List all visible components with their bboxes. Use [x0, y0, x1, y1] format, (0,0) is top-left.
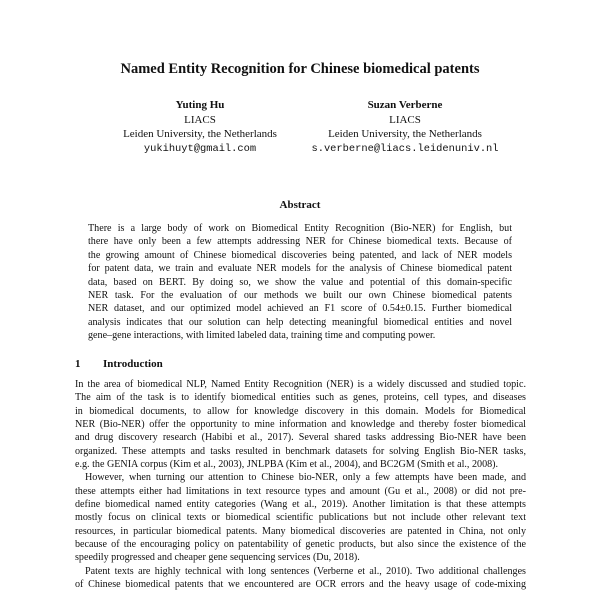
author-email: s.verberne@liacs.leidenuniv.nl: [311, 142, 499, 155]
abstract-heading: Abstract: [279, 199, 321, 211]
section-title: Introduction: [103, 358, 163, 370]
author-block-1: [100, 98, 300, 156]
body-line: mostly focus on clinical texts or biomedical scientific publications but not include other relevant text: [75, 512, 526, 524]
body-line: define biomedical named entity categories (Wang et al., 2019). Another limitation is that these attempts: [75, 499, 526, 511]
author-name: Yuting Hu: [175, 99, 225, 111]
body-line: The aim of the task is to identify biomedical entities such as genes, proteins, cell types, and diseases: [75, 392, 526, 404]
abstract-line: the growing amount of Chinese biomedical discoveries being patented, and lack of NER models: [88, 249, 512, 261]
author-name: Suzan Verberne: [367, 99, 443, 111]
body-line: Patent texts are highly technical with long sentences (Verberne et al., 2010). Two additional challenges: [85, 565, 526, 577]
section-heading: [75, 357, 163, 371]
body-line: of Chinese biomedical patents that we encountered are OCR errors and the heavy usage of code-mixing: [75, 579, 526, 591]
abstract-line: There is a large body of work on Biomedical Entity Recognition (Bio-NER) for English, but: [88, 223, 512, 234]
body-line: these attempts either had limitations in text resource types and amount (Gu et al., 2008) or did not pre-: [75, 485, 526, 497]
abstract-line: gene–gene interactions, with limited labeled data, training time and computing power.: [88, 330, 436, 342]
body-line: However, when turning our attention to Chinese bio-NER, only a few attempts have been made, and: [85, 472, 526, 484]
body-line: e.g. the GENIA corpus (Kim et al., 2003), JNLPBA (Kim et al., 2004), and BC2GM (Smith et al., 2008).: [75, 459, 499, 471]
body-line: and drug discovery research (Habibi et al., 2017). Several shared tasks addressing Bio-NER have been: [75, 432, 526, 444]
abstract-line: analysis indicates that our solution can help detecting meaningful biomedical entities and novel: [88, 316, 512, 328]
body-line: speedily progressed and cheaper gene sequencing services (Du, 2018).: [75, 552, 360, 564]
abstract-body: [88, 222, 512, 343]
author-email: yukihuyt@gmail.com: [143, 142, 257, 155]
body-line: because of the encouraging policy on patentability of genetic products, but also since the existence of the: [75, 539, 526, 551]
author-affiliation: LIACS: [184, 113, 216, 126]
abstract-line: for patent data, we train and evaluate NER models for the analysis of Chinese biomedical patent: [88, 263, 512, 275]
body-line: resources, in particular biomedical patents. Many biomedical discoveries are patented in China, not only: [75, 525, 526, 537]
author-affiliation: LIACS: [389, 113, 421, 126]
abstract-line: data, based on BERT. By doing so, we show the value and potential of this domain-specific: [88, 276, 512, 288]
body-line: In the area of biomedical NLP, Named Entity Recognition (NER) is a widely discussed and studied topic.: [75, 379, 526, 390]
author-block-2: [290, 98, 520, 156]
section-number: 1: [75, 358, 81, 370]
author-institution: Leiden University, the Netherlands: [328, 128, 482, 140]
abstract-line: NER task. For the evaluation of our methods we built our own Chinese biomedical patents: [88, 290, 512, 302]
body-line: organized. These attempts and tasks resulted in benchmark datasets for solving English Bio-NER tasks,: [75, 445, 526, 457]
body-line: in biomedical documents, to allow for knowledge discovery in this domain. Models for Biomedical: [75, 405, 526, 417]
section-body: [75, 378, 526, 592]
body-line: NER (Bio-NER) offer the opportunity to mine information and knowledge and thereby foster biomedical: [75, 419, 526, 431]
paper-title: Named Entity Recognition for Chinese biomedical patents: [120, 61, 480, 77]
author-institution: Leiden University, the Netherlands: [123, 128, 277, 140]
abstract-line: NER dataset, and our optimized model achieved an F1 score of 0.54±0.15. Further biomedical: [88, 303, 512, 315]
abstract-line: there have only been a few attempts addressing NER for Chinese biomedical texts. Because of: [88, 236, 512, 248]
